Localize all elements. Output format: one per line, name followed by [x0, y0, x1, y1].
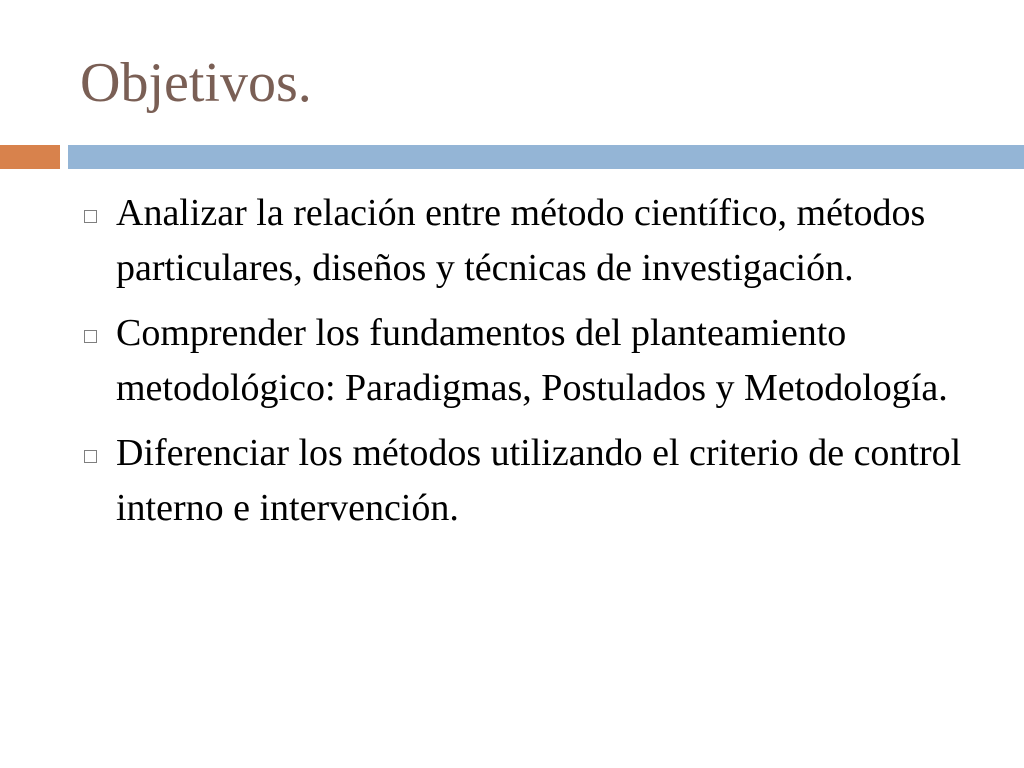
bullet-text: Comprender los fundamentos del planteamiento metodológico: Paradigmas, Postulados y Metodología. — [116, 312, 948, 409]
list-item — [80, 306, 1000, 416]
title-accent-bar-orange — [0, 145, 60, 169]
slide-title: Objetivos. — [80, 52, 312, 114]
title-accent-bar-blue — [68, 145, 1024, 169]
hollow-square-bullet-icon — [84, 450, 97, 463]
bullet-text: Analizar la relación entre método científico, métodos particulares, diseños y técnicas de investigación. — [116, 192, 926, 289]
hollow-square-bullet-icon — [84, 330, 97, 343]
hollow-square-bullet-icon — [84, 210, 97, 223]
bullet-text: Diferenciar los métodos utilizando el criterio de control interno e intervención. — [116, 432, 962, 529]
list-item — [80, 186, 1000, 296]
objectives-list — [80, 186, 1000, 546]
list-item — [80, 426, 1000, 536]
